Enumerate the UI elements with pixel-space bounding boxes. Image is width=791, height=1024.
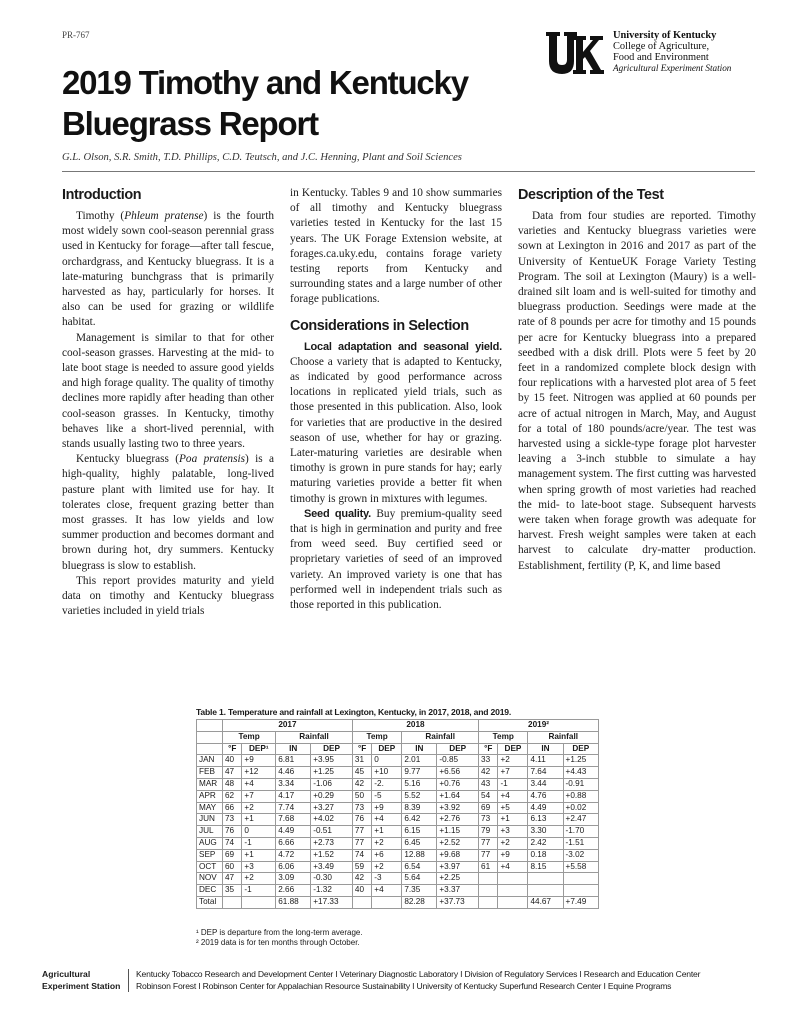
table-cell: +1 [242,849,276,861]
table-cell: 6.45 [402,837,437,849]
footer-units [136,969,756,992]
table-footnote-1: ¹ DEP is departure from the long-term average. [196,928,363,937]
table-row [197,861,599,873]
table-cell: 12.88 [402,849,437,861]
publication-id: PR-767 [62,30,90,40]
footer-label-line1: Agricultural [42,969,91,979]
table-cell: +9.68 [437,849,479,861]
column-header: DEP [437,743,479,755]
table-cell: 73 [479,814,498,826]
table-cell: +2 [498,755,528,767]
table-cell: +6 [372,849,402,861]
table-cell: 5.16 [402,778,437,790]
table-cell: 8.15 [528,861,563,873]
table-cell: +4.02 [311,814,353,826]
table-cell: +3 [498,826,528,838]
table-cell: +7.49 [563,896,598,908]
institution-block [613,30,731,74]
table-cell: 31 [352,755,371,767]
table-cell: 73 [223,814,242,826]
footer-label-line2: Experiment Station [42,980,121,991]
table-cell: +4.43 [563,767,598,779]
college-name-line2: Food and Environment [613,52,709,63]
table-cell: -1.32 [311,885,353,897]
table-cell: 3.34 [276,778,311,790]
table-cell: +9 [372,802,402,814]
month-cell: Total [197,896,223,908]
table-cell: 6.13 [528,814,563,826]
table-cell: +2.25 [437,873,479,885]
table-row [197,778,599,790]
group-header: Rainfall [528,731,599,743]
table-cell: -1.06 [311,778,353,790]
table-corner [197,743,223,755]
university-name: University of Kentucky [613,30,717,41]
table-cell: +1.25 [563,755,598,767]
table-cell: 4.76 [528,790,563,802]
year-header-row [197,720,599,732]
table-cell: +4 [372,885,402,897]
table-row [197,802,599,814]
table-row [197,837,599,849]
table-corner [197,731,223,743]
description-heading: Description of the Test [518,187,664,203]
group-header-row [197,731,599,743]
intro-paragraph-1: Timothy (Phleum pratense) is the fourth most widely sown cool-season perennial grass used in Kentucky for forage—after tall fescue, orchardgrass, and Kentucky bluegrass. It is a late-maturing bunchgrass that is primarily harvested as hay, particularly for horses. It also can be used for grazing or wildlife habitat. [62,210,274,329]
table-cell: 3.30 [528,826,563,838]
table-cell: 76 [352,814,371,826]
column-header: IN [402,743,437,755]
column-header: DEP [563,743,598,755]
table-cell [563,873,598,885]
table-cell: -3 [372,873,402,885]
uk-logo-icon [546,32,604,78]
table-cell: +2.76 [437,814,479,826]
table-cell: 77 [352,826,371,838]
table-cell: +0.88 [563,790,598,802]
column-header: DEP [498,743,528,755]
month-cell: JAN [197,755,223,767]
table-cell: 42 [352,873,371,885]
table-row [197,849,599,861]
table-cell: 42 [352,778,371,790]
table-row [197,896,599,908]
table-cell: 0 [242,826,276,838]
table-row [197,755,599,767]
table-cell: +5 [498,802,528,814]
table-cell: 59 [352,861,371,873]
table-cell [528,873,563,885]
month-cell: MAR [197,778,223,790]
column-header: DEP¹ [242,743,276,755]
table-row [197,885,599,897]
table-cell: 6.66 [276,837,311,849]
table-cell: 4.17 [276,790,311,802]
month-cell: JUN [197,814,223,826]
table-cell: -3.02 [563,849,598,861]
table-cell: 6.81 [276,755,311,767]
table-cell: -0.91 [563,778,598,790]
climate-table [196,719,599,909]
month-cell: AUG [197,837,223,849]
table-cell: +2.52 [437,837,479,849]
table-cell: 42 [479,767,498,779]
table-cell: 6.15 [402,826,437,838]
table-cell: 79 [479,826,498,838]
table-cell [242,896,276,908]
table-cell: 4.49 [528,802,563,814]
table-cell [498,873,528,885]
column-header: °F [223,743,242,755]
table-cell: +2 [372,837,402,849]
column-3 [518,186,756,574]
table-cell: 66 [223,802,242,814]
table-cell: 82.28 [402,896,437,908]
table-cell: 8.39 [402,802,437,814]
table-cell [479,873,498,885]
table-cell [372,896,402,908]
table-cell: 40 [352,885,371,897]
table-cell [563,885,598,897]
group-header: Rainfall [276,731,353,743]
table-cell: 33 [479,755,498,767]
table-cell: -5 [372,790,402,802]
table-cell: +4 [498,861,528,873]
table-cell [223,896,242,908]
table-cell: 6.42 [402,814,437,826]
table-cell: 74 [352,849,371,861]
table-cell: 7.64 [528,767,563,779]
table-cell: +2 [498,837,528,849]
page-title [62,62,532,144]
considerations-paragraph-2: Seed quality. Buy premium-quality seed that is high in germination and purity and free from weed seed. Buy certified seed or proprietary varieties of seed of an improved variety. An improved variety is one that has performed well in independent trials such as those reported in this publication. [290,507,502,612]
table-cell: 44.67 [528,896,563,908]
group-header: Temp [479,731,528,743]
table-cell: +2.47 [563,814,598,826]
table-cell: 47 [223,873,242,885]
table-cell: +1.25 [311,767,353,779]
month-cell: FEB [197,767,223,779]
table-cell: 0 [372,755,402,767]
table-cell: 4.46 [276,767,311,779]
table-cell: +12 [242,767,276,779]
group-header: Temp [352,731,401,743]
table-cell: 7.35 [402,885,437,897]
column-header: IN [528,743,563,755]
year-header: 2017 [223,720,353,732]
table-footnote-2: ² 2019 data is for ten months through October. [196,938,360,947]
table-cell: -0.51 [311,826,353,838]
table-cell: +1.52 [311,849,353,861]
table-cell: +1.15 [437,826,479,838]
footer-units-line2: Robinson Forest I Robinson Center for Appalachian Resource Sustainability I University of Kentucky Superfund Research Center I Equine Programs [136,980,672,991]
month-cell: APR [197,790,223,802]
table-cell: +3.92 [437,802,479,814]
table-cell: 7.74 [276,802,311,814]
table-1-caption: Table 1. Temperature and rainfall at Lexington, Kentucky, in 2017, 2018, and 2019. [196,707,512,717]
table-cell: +0.76 [437,778,479,790]
table-cell: +10 [372,767,402,779]
intro-paragraph-2: Management is similar to that for other cool-season grasses. Harvesting at the mid- to late boot stage is needed to assure good yields and high forage quality. The quality of timothy declines more rapidly after heading than other cool-season grasses. In Kentucky, timothy behaves like a short-lived perennial, with stands usually lasting two to three years. [62,331,274,451]
table-cell: +7 [242,790,276,802]
considerations-heading: Considerations in Selection [290,317,469,334]
column-1 [62,186,274,619]
month-cell: MAY [197,802,223,814]
month-cell: SEP [197,849,223,861]
table-cell [352,896,371,908]
table-cell: +9 [498,849,528,861]
table-cell: 2.01 [402,755,437,767]
station-name: Agricultural Experiment Station [613,63,732,73]
table-cell: 5.52 [402,790,437,802]
month-cell: NOV [197,873,223,885]
column-header-row [197,743,599,755]
table-cell: -1 [242,885,276,897]
table-cell: 35 [223,885,242,897]
table-cell: +0.02 [563,802,598,814]
table-cell: +3.95 [311,755,353,767]
column-2 [290,186,502,613]
intro-paragraph-3: Kentucky bluegrass (Poa pratensis) is a high-quality, highly palatable, long-lived pasture plant with limited use for hay. It tolerates close, frequent grazing better than most grasses. It has low yields and low summer production and becomes dormant and brown during hot, dry summers. Kentucky bluegrass is slow to establish. [62,453,274,572]
column-header: °F [352,743,371,755]
table-cell: 6.06 [276,861,311,873]
table-cell: +2.73 [311,837,353,849]
table-cell: 61 [479,861,498,873]
table-row [197,814,599,826]
table-cell: +7 [498,767,528,779]
table-cell: 2.66 [276,885,311,897]
table-cell: +1 [498,814,528,826]
intro-paragraph-4: This report provides maturity and yield data on timothy and Kentucky bluegrass varieties included in yield trials [62,574,274,618]
table-cell: +3.97 [437,861,479,873]
table-row [197,826,599,838]
column-header: °F [479,743,498,755]
table-cell: 4.49 [276,826,311,838]
introduction-heading: Introduction [62,187,142,203]
table-cell: 3.44 [528,778,563,790]
table-cell [479,885,498,897]
month-cell: OCT [197,861,223,873]
authors-line: G.L. Olson, S.R. Smith, T.D. Phillips, C.D. Teutsch, and J.C. Henning, Plant and Soil Sciences [62,152,462,163]
table-cell: +2 [242,873,276,885]
table-cell: +4 [498,790,528,802]
table-cell: -1.70 [563,826,598,838]
group-header: Rainfall [402,731,479,743]
table-cell: 69 [479,802,498,814]
footer-divider [128,969,129,992]
table-cell: 74 [223,837,242,849]
table-cell: 5.64 [402,873,437,885]
table-cell: +2 [242,802,276,814]
table-row [197,873,599,885]
group-header: Temp [223,731,276,743]
table-cell: 54 [479,790,498,802]
table-cell: 2.42 [528,837,563,849]
month-cell: JUL [197,826,223,838]
table-cell: +3.27 [311,802,353,814]
table-cell: 9.77 [402,767,437,779]
title-line-1: 2019 Timothy and Kentucky [62,64,468,101]
table-cell: +5.58 [563,861,598,873]
table-cell: 62 [223,790,242,802]
table-cell: -1.51 [563,837,598,849]
table-cell [528,885,563,897]
table-cell: -0.85 [437,755,479,767]
table-cell: +3 [242,861,276,873]
column-header: IN [276,743,311,755]
table-cell: 0.18 [528,849,563,861]
footer-units-line1: Kentucky Tobacco Research and Development Center I Veterinary Diagnostic Laboratory I Division of Regulatory Services I Research and Education Center [136,969,701,979]
table-cell: +4 [372,814,402,826]
table-cell: 76 [223,826,242,838]
table-cell [498,885,528,897]
table-cell: -1 [498,778,528,790]
column-header: DEP [311,743,353,755]
table-cell: 61.88 [276,896,311,908]
table-cell: +9 [242,755,276,767]
considerations-paragraph-1: Local adaptation and seasonal yield. Choose a variety that is adapted to Kentucky, as indicated by good performance across locations in replicated yield trials, such as those presented in this publication. Also, look for varieties that are productive in the desired season of use, whether for hay or grazing. Later-maturing varieties are desirable when timothy is grown in pure stands for hay; early maturing varieties provide a better fit when timothy is grown in mixtures with legumes. [290,340,502,505]
college-name-line1: College of Agriculture, [613,41,710,52]
table-cell: 73 [352,802,371,814]
table-cell: 7.68 [276,814,311,826]
table-cell: 4.11 [528,755,563,767]
month-cell: DEC [197,885,223,897]
intro-paragraph-4-continued: in Kentucky. Tables 9 and 10 show summaries of all timothy and Kentucky bluegrass varieties tested in Kentucky for the last 15 years. The UK Forage Extension website, at forages.ca.uky.edu, contains forage variety testing reports from Kentucky and surrounding states and a large number of other forage publications. [290,187,502,306]
table-cell: 40 [223,755,242,767]
climate-table-body [197,755,599,908]
table-cell: +1.64 [437,790,479,802]
table-cell: 77 [479,849,498,861]
table-cell [498,896,528,908]
table-cell: -2. [372,778,402,790]
table-cell: 3.09 [276,873,311,885]
year-header: 2018 [352,720,478,732]
table-cell: +37.73 [437,896,479,908]
table-cell: 48 [223,778,242,790]
year-header: 2019² [479,720,599,732]
table-cell: -0.30 [311,873,353,885]
footer-label [42,969,124,992]
table-cell: +0.29 [311,790,353,802]
table-cell: +6.56 [437,767,479,779]
table-cell: -1 [242,837,276,849]
table-cell: 6.54 [402,861,437,873]
table-cell: 77 [479,837,498,849]
header-divider [62,171,755,172]
table-cell: +4 [242,778,276,790]
title-line-2: Bluegrass Report [62,105,318,142]
table-row [197,767,599,779]
table-cell: 69 [223,849,242,861]
table-cell: 4.72 [276,849,311,861]
table-cell: +1 [372,826,402,838]
table-corner [197,720,223,732]
table-cell [479,896,498,908]
table-cell: +17.33 [311,896,353,908]
table-cell: 45 [352,767,371,779]
table-row [197,790,599,802]
table-cell: 77 [352,837,371,849]
table-cell: 47 [223,767,242,779]
table-cell: +2 [372,861,402,873]
description-paragraph-1: Data from four studies are reported. Timothy varieties and Kentucky bluegrass varieties were sown at Lexington in 2016 and 2017 as part of the University of KentueUK Forage Variety Testing Program. The soil at Lexington (Maury) is a well-drained silt loam and is well-suited for timothy and bluegrass production. Seedings were made at the rate of 8 pounds per acre for timothy and 15 pounds per acre for Kentucky bluegrass into a prepared seedbed with a disk drill. Plots were 5 feet by 20 feet in a randomized complete block design with four replications with a harvested plot area of 5 feet by 15 feet. Nitrogen was applied at 60 pounds per acre of actual nitrogen in March, May, and August for a total of 180 pounds/acre/year. The test was harvested using a sickle-type forage plot harvester leaving a 3-inch stubble to simulate a hay management system. The first cutting was harvested when spring growth of most varieties had reached the mid- to late-boot stage. Subsequent harvests were taken when forage growth was adequate for harvest. Fresh weight samples were taken at each harvest to calculate dry-matter production. Establishment, fertility (P, K, and lime based [518,210,756,572]
table-cell: +1 [242,814,276,826]
column-header: DEP [372,743,402,755]
table-cell: +3.37 [437,885,479,897]
table-cell: 50 [352,790,371,802]
table-cell: 43 [479,778,498,790]
table-cell: +3.49 [311,861,353,873]
table-cell: 60 [223,861,242,873]
